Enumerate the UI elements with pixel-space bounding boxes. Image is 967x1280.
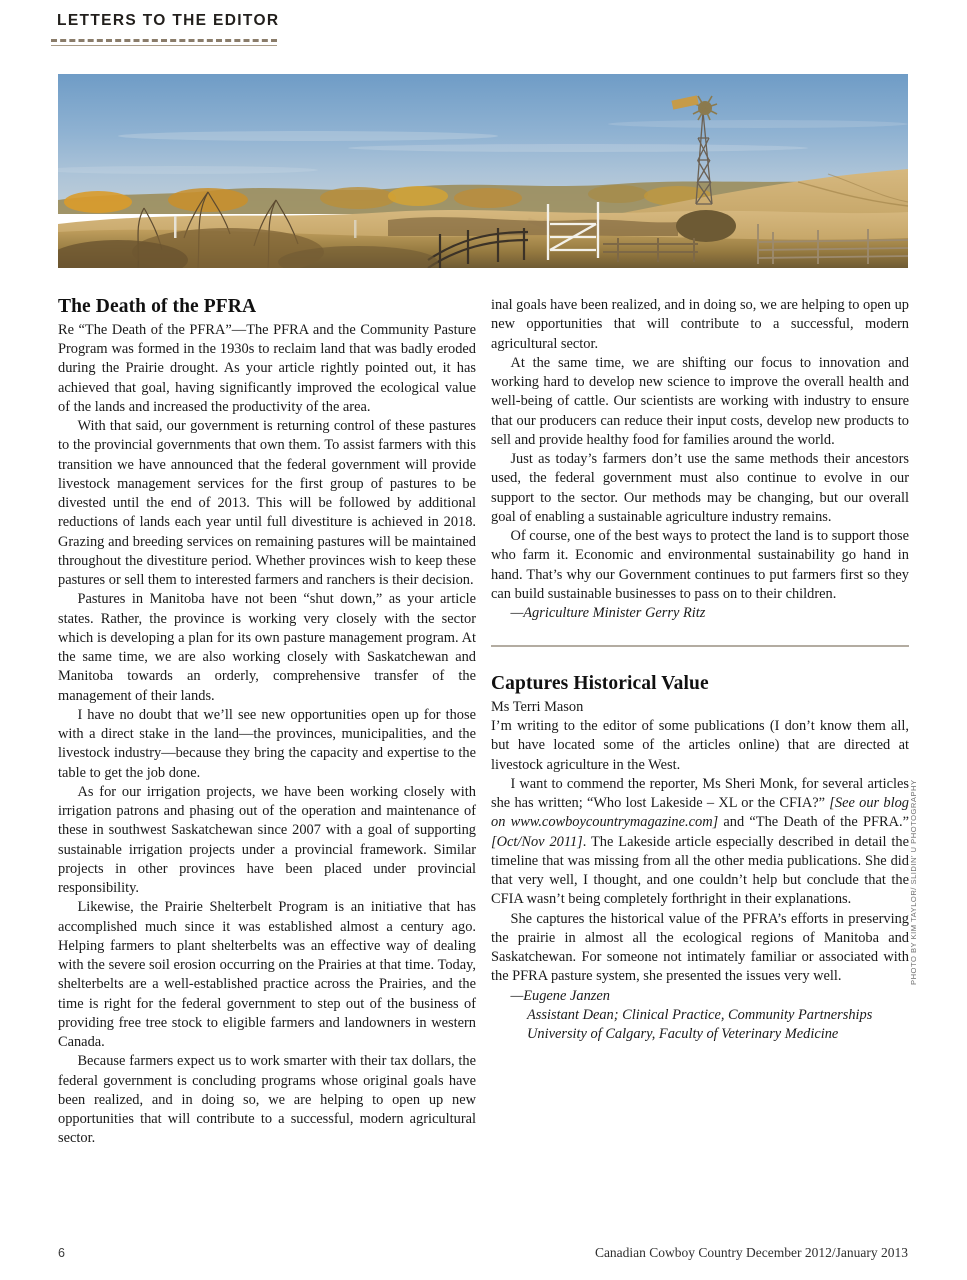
- signature-line: Assistant Dean; Clinical Practice, Community Partnerships: [527, 1006, 873, 1023]
- article-title-death-of-pfra: The Death of the PFRA: [58, 296, 257, 317]
- paragraph: At the same time, we are shifting our focus to innovation and working hard to develop new science to improve the overall health and well-being of cattle. Our scientists are working with industry to ensure that our producers can reduce their input costs, develop new products to sell and provide healthy food for families around the world.: [491, 354, 909, 448]
- paragraph: As for our irrigation projects, we have been working closely with irrigation patrons and phasing out of the operation and maintenance of these in southwest Saskatchewan since 2007 with a goal of supporting sustainable irrigation projects under a provincial framework. Similar projects in other provinces have been placed under provincial responsibility.: [58, 783, 476, 897]
- paragraph-with-italics: [491, 775, 909, 910]
- signature-line: University of Calgary, Faculty of Veterinary Medicine: [527, 1026, 839, 1043]
- masthead-dashed-rule: [51, 39, 277, 42]
- signature: —Agriculture Minister Gerry Ritz: [510, 605, 706, 621]
- photo-illustration: [58, 74, 908, 268]
- paragraph: I have no doubt that we’ll see new opportunities open up for those with a direct stake in the land—the provinces, municipalities, and the livestock industry—because they bring the capacity and expertise to the table to get the job done.: [58, 706, 476, 781]
- paragraph-text: I want to commend the reporter, Ms Sheri Monk, for several articles she has written; “Who lost Lakeside – XL or the CFIA?”: [491, 775, 909, 812]
- prairie-pasture-windmill-photo: [58, 74, 908, 268]
- paragraph: I’m writing to the editor of some publications (I don’t know them all, but have located some of the articles online) that are directed at livestock agriculture in the West.: [491, 718, 909, 773]
- article-byline: Ms Terri Mason: [491, 699, 584, 716]
- masthead-solid-rule: [51, 45, 277, 46]
- section-divider: [491, 645, 909, 647]
- footer-issue-line: Canadian Cowboy Country December 2012/January 2013: [594, 1245, 908, 1260]
- signature: —Eugene Janzen: [510, 987, 610, 1004]
- paragraph-text-cont: Death of the PFRA.”: [783, 814, 909, 831]
- paragraph: With that said, our government is returning control of these pastures to the provincial governments that own them. To assist farmers with this transition we have announced that the federal government will provide livestock management services for the first group of pastures to be divested until the end of 2013. This will be followed by additional reductions of lands each year until full divestiture is achieved in 2018. Grazing and breeding services on remaining pastures will be maintained throughout the divestiture period. Whether provinces wish to keep these pastures or sell them to interested farmers and ranchers is their decision.: [58, 418, 476, 589]
- inline-italic-blog-note: [See our blog on www.cowboycountrymagazine.com]: [491, 795, 909, 831]
- paragraph: Just as today’s farmers don’t use the same methods their ancestors used, the federal government must also continue to evolve in our support to the sector. Our methods may be changing, but our overall goal of enabling a sustainable agriculture industry remains.: [491, 451, 909, 525]
- page-title: LETTERS TO THE EDITOR: [57, 12, 280, 29]
- photo-credit: PHOTO BY KIM TAYLOR/ SLIDIN' U PHOTOGRAPHY: [909, 779, 918, 985]
- footer-page-number: 6: [58, 1246, 65, 1260]
- paragraph: Pastures in Manitoba have not been “shut down,” as your article states. Rather, the province is working very closely with the sector which is developing a plan for its own pasture management program. At the same time, we are also working closely with Saskatchewan and Manitoba towards an orderly, comprehensive transfer of the management of their lands.: [58, 591, 476, 704]
- page-footer: [58, 1245, 908, 1261]
- paragraph-continued: [491, 296, 909, 354]
- paragraph: Because farmers expect us to work smarter with their tax dollars, the federal government is concluding programs whose original goals have been realized, and in doing so, we are helping to open up new opportunities that will contribute to a successful, modern agricultural sector.: [58, 1053, 476, 1147]
- paragraph: Re “The Death of the PFRA”—The PFRA and the Community Pasture Program was formed in the 1930s to reclaim land that was badly eroded during the Prairie drought. As your article rightly pointed out, it has achieved that goal, having significantly improved the ecological value of the lands and increased the productivity of the area.: [58, 321, 476, 415]
- paragraph: Likewise, the Prairie Shelterbelt Program is an initiative that has accomplished much since it was established almost a century ago. Helping farmers to plant shelterbelts was an effective way of dealing with the severe soil erosion occurring on the Prairies at that time. Today, shelterbelts are a well-established practice across the Prairies, and the time is right for the federal government to step out of the business of providing free tree stock to eligible farmers and landowners in western Canada.: [58, 899, 476, 1051]
- article-title-captures-historical-value: Captures Historical Value: [491, 673, 709, 695]
- column-left: [58, 296, 476, 1149]
- column-right: [491, 296, 909, 1044]
- paragraph: Of course, one of the best ways to protect the land is to support those who farm it. Economic and environmental sustainability go hand in hand. That’s why our Government continues to put farmers first so they can build sustainable businesses to pass on to their children.: [491, 528, 909, 602]
- paragraph-continued-text: inal goals have been realized, and in doing so, we are helping to open up new opportunities that will contribute to a successful, modern agricultural sector.: [491, 297, 909, 352]
- paragraph-text-end: . The Lakeside article especially described in detail the timeline that was missing from all the other media publications. She did that very well, I thought, and one couldn’t help but conclude that the CFIA wasn’t being completely forthright in their explanations.: [491, 833, 910, 908]
- inline-and: and “The: [718, 814, 784, 831]
- inline-italic-issue-note: [Oct/Nov 2011]: [491, 833, 583, 850]
- masthead: [57, 12, 917, 29]
- paragraph: She captures the historical value of the PFRA’s efforts in preserving the prairie in almost all the ecological regions of Manitoba and Saskatchewan. For someone not intimately familiar or associated with the PFRA pasture system, she presented the issues very well.: [491, 910, 909, 985]
